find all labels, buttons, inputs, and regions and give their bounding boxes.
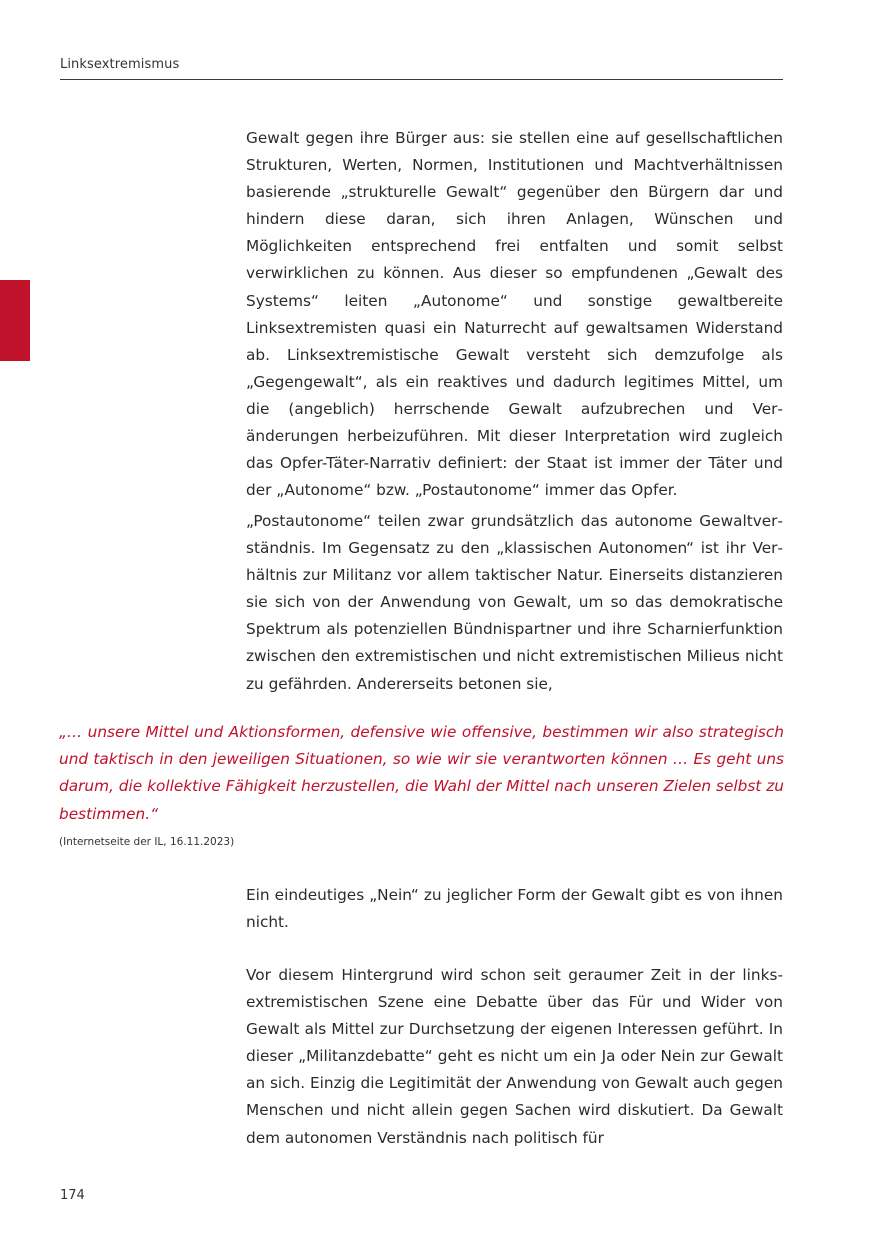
block-quote: „… unsere Mittel und Aktionsformen, defensive wie offensive, bestimmen wir also strategisch und taktisch in den jeweiligen Situationen, so wie wir sie verantworten können … Es geht uns darum, die kollektive Fähigkeit herzustellen, die Wahl der Mittel nach unseren Zielen selbst zu bestimmen.“ xyxy=(59,723,784,823)
body-paragraph xyxy=(246,125,783,504)
running-head: Linksextremismus xyxy=(60,57,180,72)
paragraph-text: Vor diesem Hintergrund wird schon seit geraumer Zeit in der linksextremistischen Szene eine Debatte über das Für und Wider von Gewalt als Mittel zur Durchsetzung der eigenen Interessen geführt. In dieser „Militanzdebatte“ geht es nicht um ein Ja oder Nein zur Gewalt an sich. Einzig die Legitimität der Anwendung von Gewalt auch gegen Menschen und nicht allein gegen Sachen wird diskutiert. Da Gewalt dem autonomen Verständnis nach politisch für xyxy=(246,966,783,1147)
paragraph-text: Gewalt gegen ihre Bürger aus: sie stellen eine auf gesellschaftlichen Strukturen, Werten, Normen, Institutionen und Machtverhältnissen basierende „strukturelle Gewalt“ gegenüber den Bürgern dar und hindern diese daran, sich ihren Anlagen, Wünschen und Möglichkeiten entsprechend frei entfalten und somit selbst verwirklichen zu können. Aus dieser so empfundenen „Gewalt des Systems“ leiten „Autonome“ und sonstige gewaltbereite Linksextremisten quasi ein Naturrecht auf gewaltsamen Widerstand ab. Linksextremistische Gewalt versteht sich demzufolge als „Gegengewalt“, als ein reaktives und dadurch legitimes Mittel, um die (angeblich) herrschende Gewalt aufzubrechen und Veränderungen herbeizuführen. Mit dieser Interpretation wird zugleich das Opfer-Täter-Narrativ definiert: der Staat ist immer der Täter und der „Autonome“ bzw. „Postautonome“ immer das Opfer. xyxy=(246,129,783,500)
quote-source: (Internetseite der IL, 16.11.2023) xyxy=(59,836,235,848)
header-rule xyxy=(60,79,783,80)
chapter-side-tab xyxy=(0,280,30,361)
page-number: 174 xyxy=(60,1188,85,1203)
body-paragraph xyxy=(246,962,783,1152)
body-paragraph xyxy=(246,882,783,936)
body-paragraph xyxy=(246,508,783,698)
paragraph-text: „Postautonome“ teilen zwar grundsätzlich das autonome Gewaltverständnis. Im Gegensatz zu den „klassischen Autonomen“ ist ihr Verhältnis zur Militanz vor allem taktischer Natur. Einerseits distanzieren sie sich von der Anwendung von Gewalt, um so das demokratische Spektrum als potenziellen Bündnispartner und ihre Scharnierfunktion zwischen den extremistischen und nicht extremistischen Milieus nicht zu gefährden. Andererseits betonen sie, xyxy=(246,512,783,693)
paragraph-text: Ein eindeutiges „Nein“ zu jeglicher Form der Gewalt gibt es von ihnen nicht. xyxy=(246,886,783,932)
